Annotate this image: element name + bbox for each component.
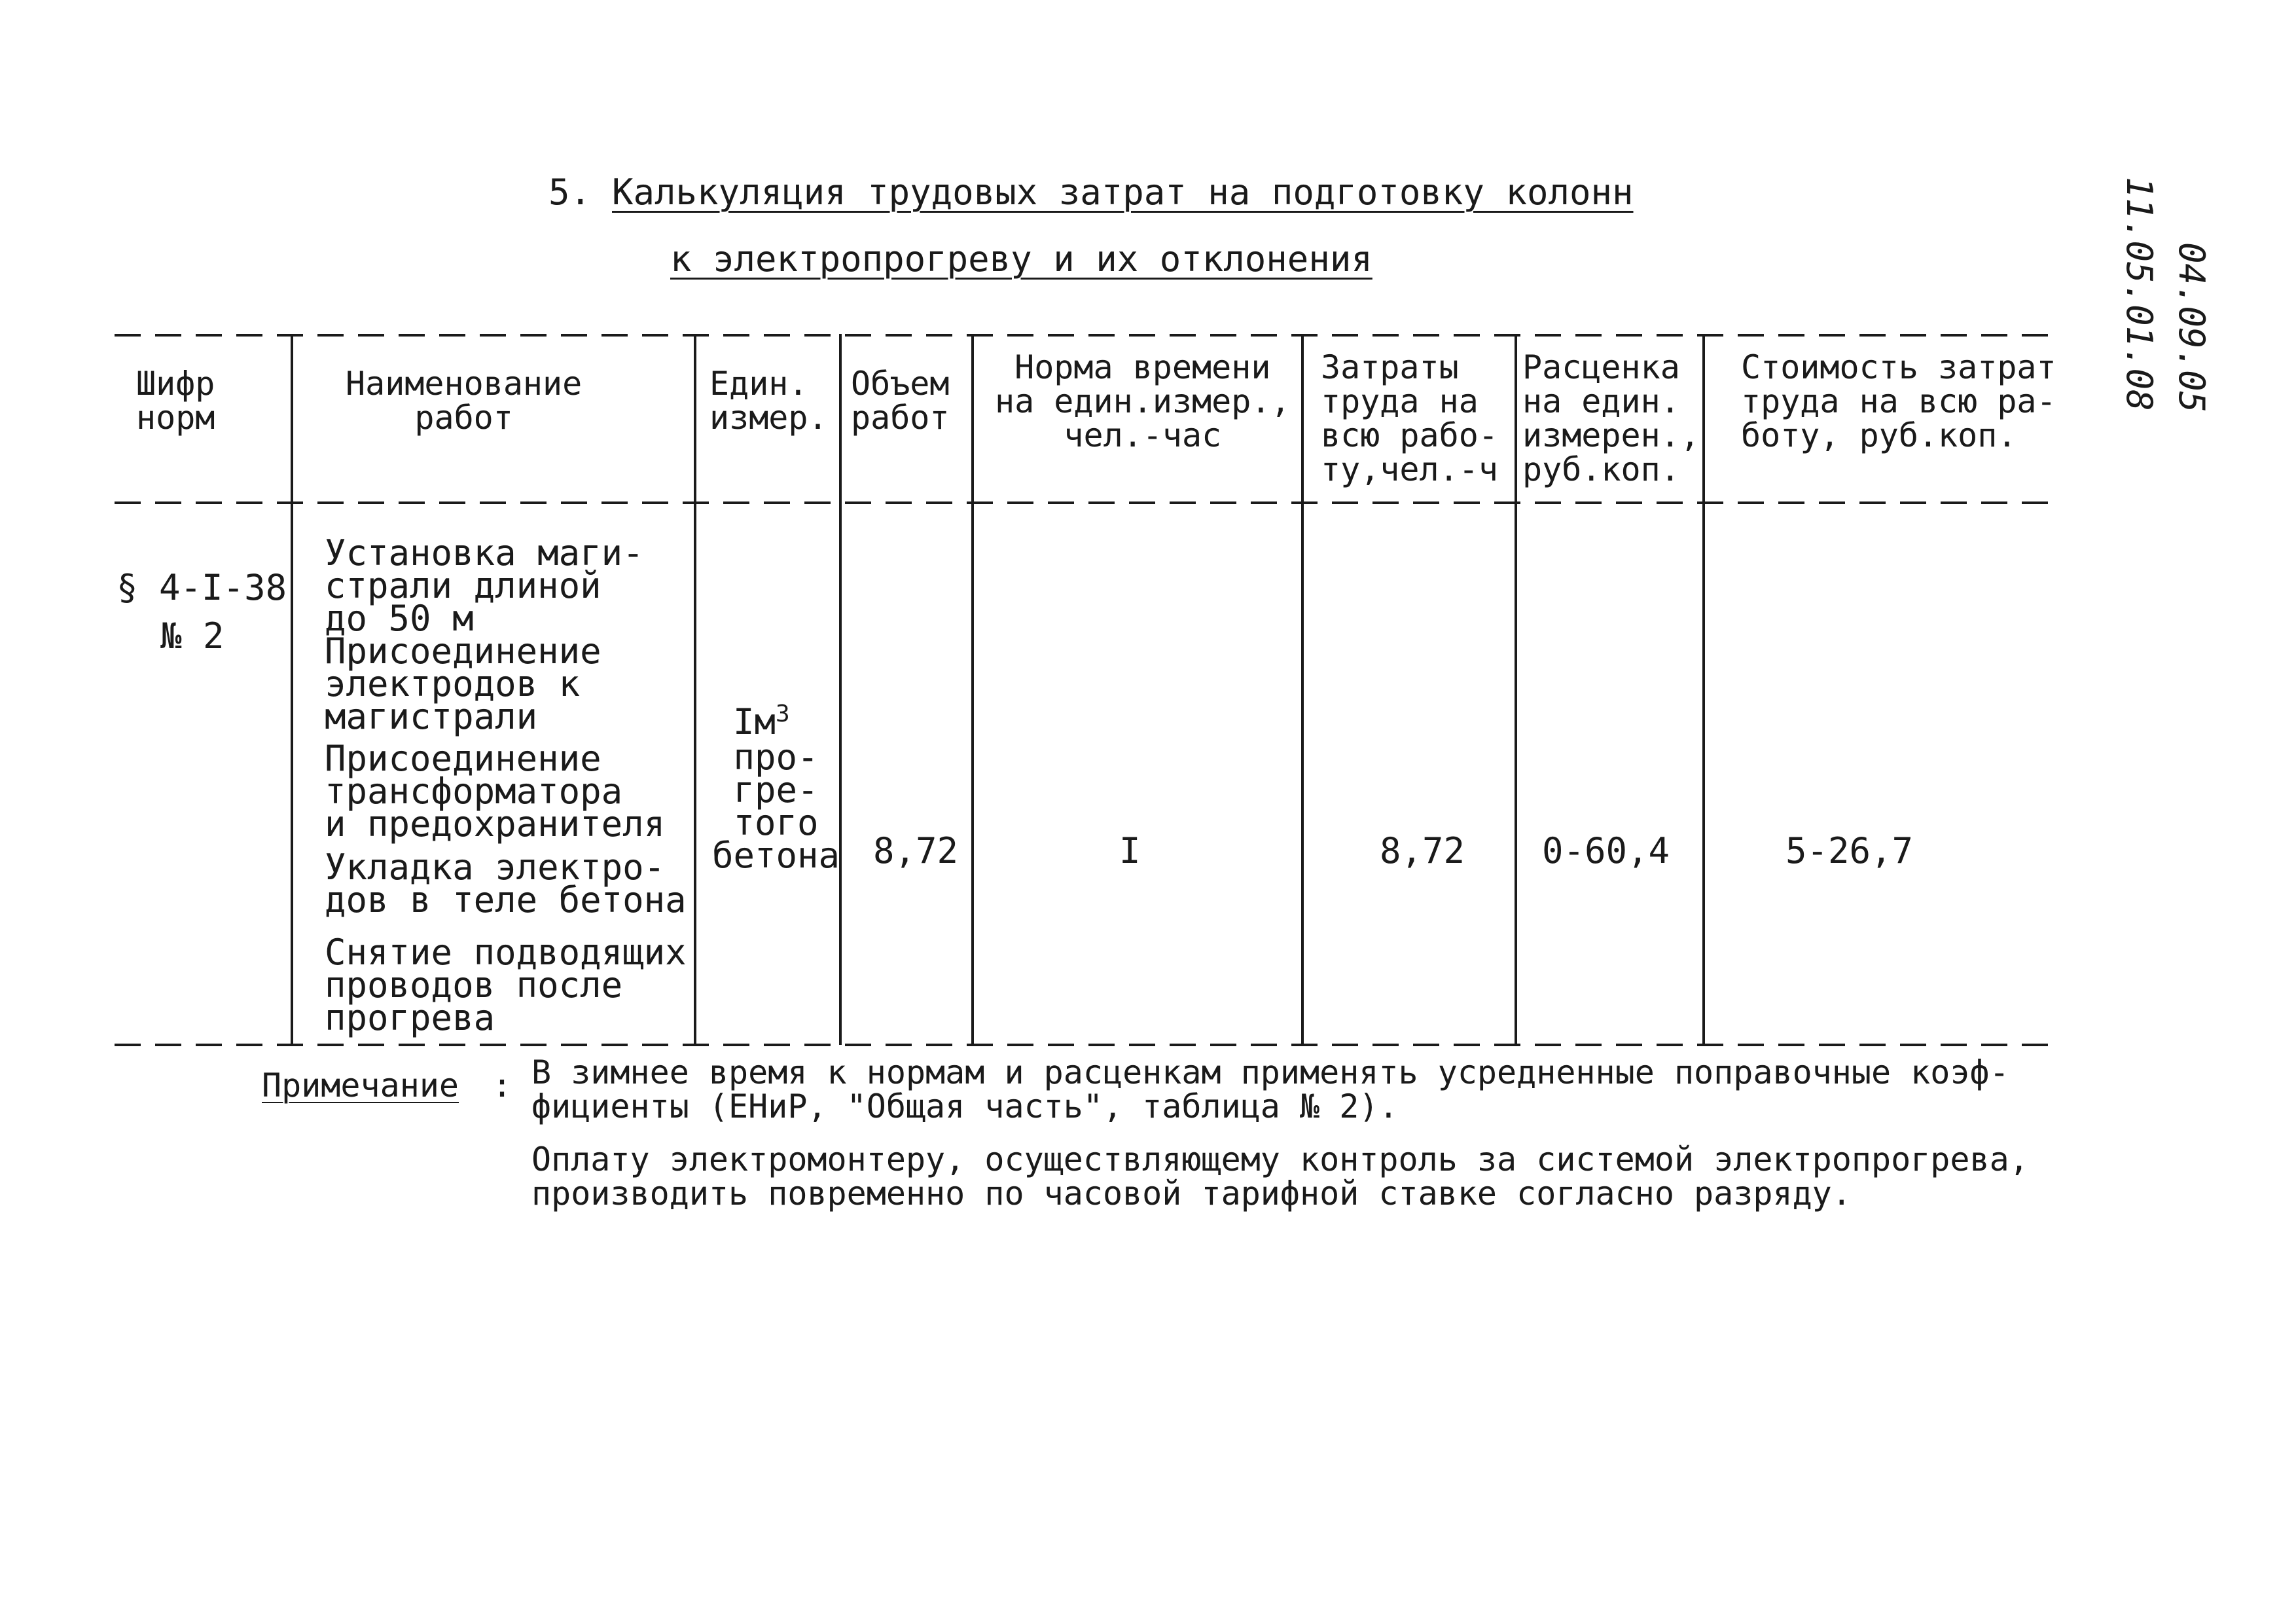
unit-superscript: 3 bbox=[776, 701, 790, 727]
volume-value: 8,72 bbox=[873, 830, 959, 871]
work-item: Присоединение трансформатора и предохранителя bbox=[325, 738, 666, 845]
norm-number: № 2 bbox=[160, 615, 224, 657]
margin-stamp-1: 11.05.01.08 bbox=[2119, 177, 2160, 411]
norm-value: I bbox=[1119, 830, 1141, 871]
unit-main: Iм bbox=[733, 701, 776, 742]
work-item: Установка маги- страли длиной до 50 м bbox=[325, 532, 644, 639]
section-title-line2: к электропрогреву и их отклонения bbox=[670, 238, 1372, 280]
note-label: Примечание bbox=[262, 1067, 459, 1104]
header-unit: Един. измер. bbox=[709, 365, 828, 437]
note-colon: : bbox=[492, 1067, 512, 1104]
section-title-line1: Калькуляция трудовых затрат на подготовку колонн bbox=[612, 172, 1634, 213]
note-text-winter: В зимнее время к нормам и расценкам применять усредненные поправочные коэф- фициенты (ЕНиР, "Общая часть", таблица № 2). bbox=[531, 1053, 2009, 1125]
note-text-payment: Оплату электромонтеру, осуществляющему контроль за системой электропрогрева, производить повременно по часовой тарифной ставке согласно разряду. bbox=[531, 1140, 2029, 1213]
work-item: Присоединение электродов к магистрали bbox=[325, 630, 601, 737]
section-number: 5. bbox=[548, 172, 592, 213]
labor-value: 8,72 bbox=[1380, 830, 1465, 871]
header-volume: Объем работ bbox=[851, 365, 950, 437]
margin-stamp-2: 04.09.05 bbox=[2171, 242, 2212, 413]
cost-value: 5-26,7 bbox=[1785, 830, 1914, 871]
work-item: Снятие подводящих проводов после прогрева bbox=[325, 932, 687, 1038]
work-item: Укладка электро- дов в теле бетона bbox=[325, 847, 687, 921]
header-work-name: Наименование работ bbox=[346, 365, 583, 437]
header-code: Шифр норм bbox=[136, 365, 215, 437]
rate-value: 0-60,4 bbox=[1542, 830, 1670, 871]
header-cost: Стоимость затрат труда на всю ра- боту, руб.коп. bbox=[1741, 348, 2056, 454]
header-labor: Затраты труда на всю рабо- ту,чел.-ч bbox=[1321, 348, 1498, 488]
header-rate: Расценка на един. измерен., руб.коп. bbox=[1522, 348, 1700, 488]
header-time-norm: Норма времени на един.измер., чел.-час bbox=[995, 348, 1291, 454]
unit-description: про- гре- того бетона bbox=[712, 737, 840, 876]
norm-code: § 4-I-38 bbox=[117, 567, 287, 608]
